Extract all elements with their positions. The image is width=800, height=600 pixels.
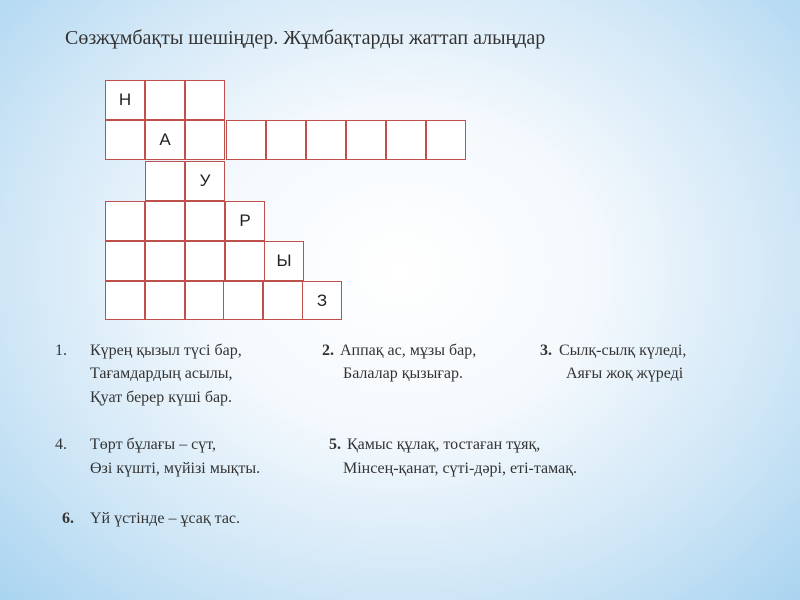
crossword-cell[interactable] bbox=[386, 120, 426, 160]
crossword-cell[interactable] bbox=[185, 241, 225, 281]
crossword-cell[interactable] bbox=[145, 241, 185, 281]
riddle-5-line-2: Мінсең-қанат, сүті-дәрі, еті-тамақ. bbox=[343, 460, 578, 477]
crossword-cell[interactable]: Ы bbox=[264, 241, 304, 281]
riddle-6-number: 6. bbox=[62, 510, 74, 527]
crossword-cell[interactable] bbox=[105, 281, 145, 320]
riddle-3-line-2: Аяғы жоқ жүреді bbox=[566, 365, 684, 382]
crossword-cell[interactable] bbox=[346, 120, 386, 160]
crossword-cell[interactable] bbox=[145, 80, 185, 120]
crossword-cell[interactable] bbox=[185, 80, 225, 120]
riddle-4-line-2: Өзі күшті, мүйізі мықты. bbox=[90, 460, 261, 477]
riddle-1-line-2: Тағамдардың асылы, bbox=[90, 365, 233, 382]
crossword-cell[interactable] bbox=[145, 281, 185, 320]
riddle-1-line-1: Күрең қызыл түсі бар, bbox=[90, 342, 242, 359]
crossword-cell[interactable] bbox=[426, 120, 466, 160]
crossword-cell[interactable] bbox=[185, 120, 225, 160]
crossword-cell[interactable]: А bbox=[145, 120, 185, 160]
crossword-cell[interactable] bbox=[145, 201, 185, 241]
crossword-cell[interactable] bbox=[223, 281, 263, 320]
riddle-6-line-1: Үй үстінде – ұсақ тас. bbox=[90, 510, 241, 527]
crossword-cell[interactable] bbox=[226, 120, 266, 160]
riddle-4-line-1: Төрт бұлағы – сүт, bbox=[90, 436, 216, 453]
riddle-5-line-1: Қамыс құлақ, тостаған тұяқ, bbox=[347, 436, 541, 453]
crossword-cell[interactable] bbox=[105, 120, 145, 160]
riddle-2-line-2: Балалар қызығар. bbox=[343, 365, 463, 382]
riddle-1-number: 1. bbox=[55, 342, 67, 359]
crossword-cell[interactable]: У bbox=[185, 161, 225, 201]
crossword-cell[interactable]: Н bbox=[105, 80, 145, 120]
crossword-cell[interactable] bbox=[225, 241, 265, 281]
riddle-3-line-1: Сылқ-сылқ күледі, bbox=[559, 342, 687, 359]
riddle-2-line-1: Аппақ ас, мұзы бар, bbox=[340, 342, 477, 359]
crossword-cell[interactable] bbox=[105, 241, 145, 281]
crossword-cell[interactable] bbox=[185, 281, 225, 320]
riddle-3-number: 3. bbox=[540, 342, 552, 359]
crossword-cell[interactable] bbox=[185, 201, 225, 241]
crossword-cell[interactable]: Р bbox=[225, 201, 265, 241]
page-title: Сөзжұмбақты шешіңдер. Жұмбақтарды жаттап алыңдар bbox=[65, 27, 546, 49]
riddle-5-number: 5. bbox=[329, 436, 341, 453]
riddle-1-line-3: Қуат берер күші бар. bbox=[90, 389, 233, 406]
riddle-4-number: 4. bbox=[55, 436, 67, 453]
riddle-2-number: 2. bbox=[322, 342, 334, 359]
crossword-cell[interactable] bbox=[306, 120, 346, 160]
crossword-cell[interactable] bbox=[145, 161, 185, 201]
crossword-cell[interactable]: З bbox=[302, 281, 342, 320]
crossword-cell[interactable] bbox=[105, 201, 145, 241]
crossword-cell[interactable] bbox=[263, 281, 303, 320]
crossword-cell[interactable] bbox=[266, 120, 306, 160]
